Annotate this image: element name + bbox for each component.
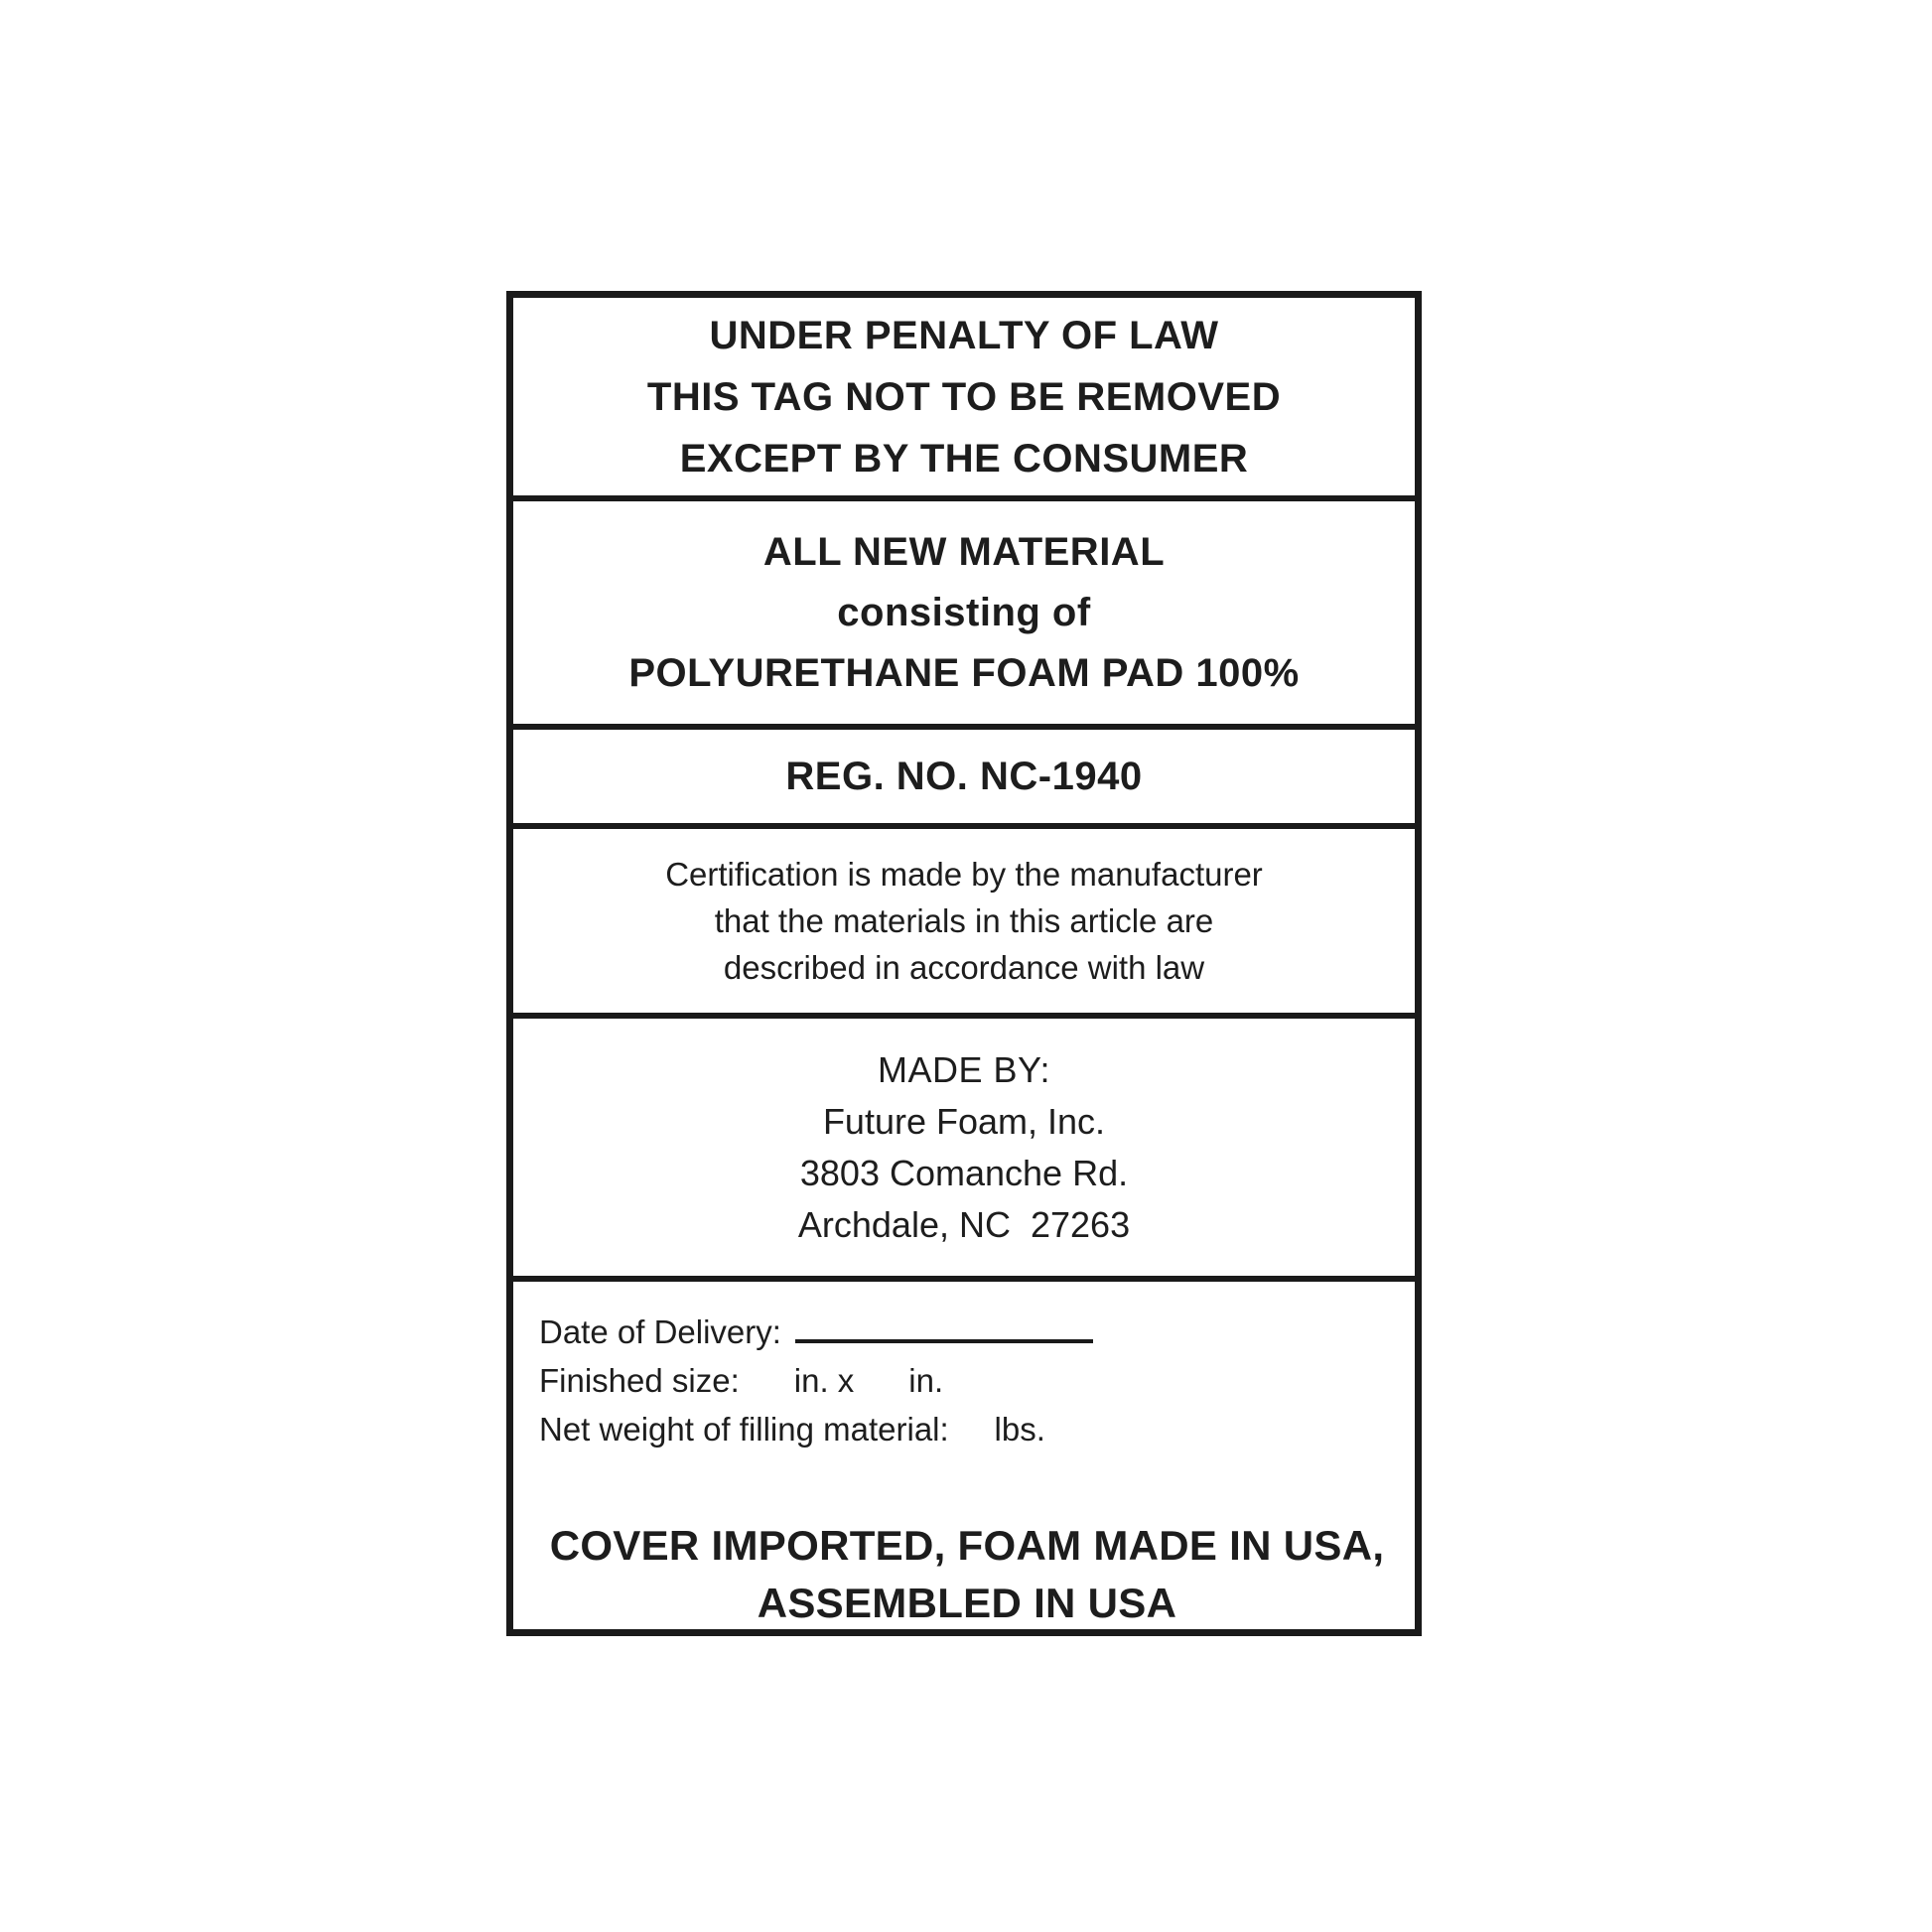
certification-line-1: Certification is made by the manufacturer [665, 856, 1263, 893]
material-line-2: consisting of [837, 590, 1091, 634]
date-of-delivery-label: Date of Delivery: [539, 1313, 781, 1350]
net-weight-row: Net weight of filling material: lbs. [539, 1411, 1045, 1448]
made-by-street: 3803 Comanche Rd. [799, 1152, 1129, 1193]
made-by-city: Archdale, NC 27263 [797, 1203, 1131, 1245]
section-registration-number [513, 724, 1415, 823]
date-of-delivery-row [539, 1308, 1395, 1356]
origin-statement [539, 1517, 1395, 1632]
penalty-line-1: UNDER PENALTY OF LAW [709, 313, 1219, 357]
penalty-line-3: EXCEPT BY THE CONSUMER [679, 436, 1249, 481]
material-line-1: ALL NEW MATERIAL [762, 529, 1166, 574]
origin-line-2: ASSEMBLED IN USA [757, 1580, 1177, 1626]
material-line-3: POLYURETHANE FOAM PAD 100% [628, 650, 1300, 695]
penalty-line-2: THIS TAG NOT TO BE REMOVED [646, 374, 1282, 419]
certification-line-2: that the materials in this article are [714, 902, 1214, 939]
registration-number: REG. NO. NC-1940 [785, 755, 1143, 798]
finished-size-row: Finished size: in. x in. [539, 1362, 944, 1399]
law-label-tag [506, 291, 1422, 1636]
section-penalty-warning [513, 298, 1415, 495]
section-delivery-details [513, 1276, 1415, 1637]
section-made-by [513, 1013, 1415, 1276]
origin-line-1: COVER IMPORTED, FOAM MADE IN USA, [549, 1522, 1385, 1569]
section-material-content [513, 495, 1415, 724]
date-blank-line [795, 1311, 1093, 1343]
section-certification [513, 823, 1415, 1013]
made-by-heading: MADE BY: [877, 1048, 1051, 1090]
certification-line-3: described in accordance with law [723, 949, 1205, 986]
made-by-company: Future Foam, Inc. [822, 1100, 1106, 1142]
